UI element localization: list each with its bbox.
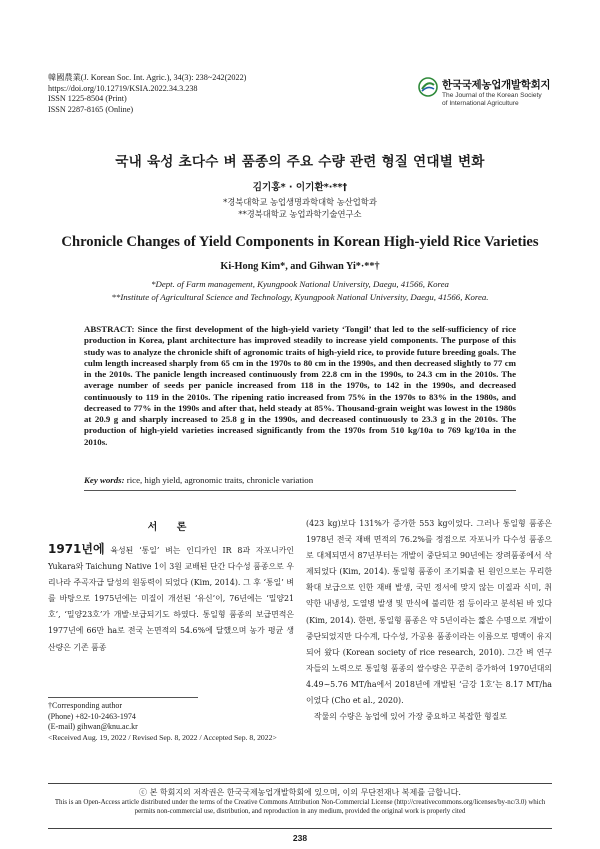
keywords-text: rice, high yield, agronomic traits, chronicle variation	[126, 475, 314, 485]
intro-right-para-1: (423 kg)보다 131%가 증가한 553 kg이었다. 그러나 통일형 품종은 1978년 전국 재배 면적의 76.2%를 정점으로 자포니카 다수성 품종으로 대체되면서 87년부터는 개발이 중단되고 90년에는 장려품종에서 삭제되었다 (Kim, 2014). 통일형 품종이 조기퇴출 된 원인으로는 무리한 확대 보급으로 인한 재배 발생, 국민 정서에 맞지 않는 미질과 식미, 취약한 내냉성, 도열병 발생 및 만식에 불리한 점 등이라고 분석된 바 있다 (Kim, 2014). 한편, 통일형 품종은 약 5년이라는 짧은 수명으로 개발이 중단되었지만 다수계, 다수성, 가공용 품종이라는 이름으로 명맥이 유지되어 왔다 (Korean society of rice research, 2010). 그간 벼 연구자들의 노력으로 통일형 품종의 쌀수량은 꾸준히 증가하여 1970년대의 4.49~5.76 MT/ha에서 2018년에 개발된 ‘금강 1호’는 8.17 MT/ha이었다 (Cho et al., 2020).	[306, 519, 552, 706]
paper-title-ko: 국내 육성 초다수 벼 품종의 주요 수량 관련 형질 연대별 변화	[115, 154, 485, 170]
copyright-notice-ko: ⓒ 본 학회지의 저작권은 한국국제농업개발학회에 있으며, 이의 무단전재나 복제를 금합니다.	[139, 788, 461, 797]
authors-en: Ki-Hong Kim*, and Gihwan Yi*·**†	[220, 261, 380, 272]
affiliation-ko-1: *경북대학교 농업생명과학대학 농산업학과	[223, 197, 377, 207]
issn-online: ISSN 2287-8165 (Online)	[48, 104, 134, 114]
society-name-ko: 한국국제농업개발학회지	[442, 79, 551, 91]
paper-title-en: Chronicle Changes of Yield Components in Korean High-yield Rice Varieties	[61, 234, 539, 250]
corresponding-author: †Corresponding author	[48, 701, 122, 710]
license-notice	[48, 783, 552, 829]
affiliations-ko	[0, 197, 600, 220]
open-access-license-en: This is an Open-Access article distributed under the terms of the Creative Commons Attribution Non-Commercial License (http://creativecommons.org/licenses/by-nc/3.0) which permits non-commercial use, distribution, and reproduction in any medium, provided the original work is properly cited	[54, 799, 546, 815]
affiliation-en-1: *Dept. of Farm management, Kyungpook National University, Daegu, 41566, Korea	[151, 279, 449, 289]
abstract-text: Since the first development of the high-yield variety ‘Tongil’ that led to the self-sufficiency of rice production in Korea, plant architecture has improved steadily to increase yield components. The purpose of this study was to analyze the chronicle shift of agronomic traits of high-yield rice, to provide future breeding goals. The culm length increased sharply from 65 cm in the 1970s to 80 cm in the 1990s, and then decreased slightly to 77 cm in the 2010s. The panicle length increased continuously from 22.8 cm in the 1990s, to 24.3 cm in the 2010s. The average number of seeds per panicle increased from 118 in the 1970s, to 142 in the 1990s, and decreased continuously to 119 in the 2010s. The ripening ratio increased from 75% in the 1970s to 83% in the 1980s, and decreased to 77% in the 1990s and after that, held steady at 85%. Thousand-grain weight was lowest in the 1980s at 20.9 g and sharply increased to 25.8 g in the 1990s, and decreased continuously to 23.3 g in the 2010s. The production of high-yield varieties increased significantly from the 1970s from 510 kg/10a to 769 kg/10a in the 2010s.	[84, 324, 516, 447]
abstract-divider	[84, 490, 516, 491]
society-name-en: The Journal of the Korean Society of International Agriculture	[442, 92, 542, 107]
section-heading-introduction: 서 론	[147, 522, 195, 533]
author-email[interactable]: (E-mail) gihwan@knu.ac.kr	[48, 722, 138, 732]
society-emblem-icon	[418, 77, 438, 97]
keywords	[84, 475, 516, 486]
authors-ko: 김기홍* · 이기환*·**†	[252, 182, 348, 193]
footnote	[48, 701, 294, 743]
received-dates: <Received Aug. 19, 2022 / Revised Sep. 8, 2022 / Accepted Sep. 8, 2022>	[48, 732, 277, 742]
page-number: 238	[292, 833, 308, 843]
intro-left-column	[48, 541, 294, 656]
journal-header	[48, 73, 246, 115]
keywords-label: Key words:	[84, 475, 125, 485]
intro-dropcap: 1971년에	[48, 542, 105, 556]
doi-link[interactable]: https://doi.org/10.12719/KSIA.2022.34.3.238	[48, 83, 198, 93]
journal-citation: 韓國農業(J. Korean Soc. Int. Agric.), 34(3): 238~242(2022)	[48, 73, 247, 82]
intro-right-para-2: 작물의 수량은 농업에 있어 가장 중요하고 복잡한 형질로	[314, 712, 507, 722]
abstract	[84, 324, 516, 448]
affiliation-ko-2: **경북대학교 농업과학기술연구소	[238, 208, 362, 219]
society-logo	[418, 75, 568, 119]
abstract-label: ABSTRACT:	[84, 324, 135, 334]
author-phone: (Phone) +82-10-2463-1974	[48, 711, 136, 721]
footnote-divider	[48, 697, 198, 698]
intro-right-column	[306, 516, 552, 725]
affiliation-en-2: **Institute of Agricultural Science and Technology, Kyungpook National University, Daegu, 41566, Korea.	[111, 291, 489, 302]
affiliations-en	[0, 278, 600, 303]
issn-print: ISSN 1225-8504 (Print)	[48, 94, 127, 104]
intro-left-text: 육성된 ‘통일’ 벼는 인디카인 IR 8과 자포니카인 Yukara와 Taichung Native 1이 3원 교배된 단간 다수성 품종으로 우리나라 주곡자급 달성의 원동력이 되었다 (Kim, 2014). 그 후 ‘통일’ 벼를 바탕으로 1975년에는 미질이 개선된 ‘유신’이, 76년에는 ‘밀양21호’, ‘밀양23호’가 개발·보급되기도 하였다. 통일형 품종의 보급면적은 1977년에 66만 ha로 전국 논면적의 54.6%에 달했으며 농가 평균 생산량은 기존 품종	[48, 546, 294, 652]
